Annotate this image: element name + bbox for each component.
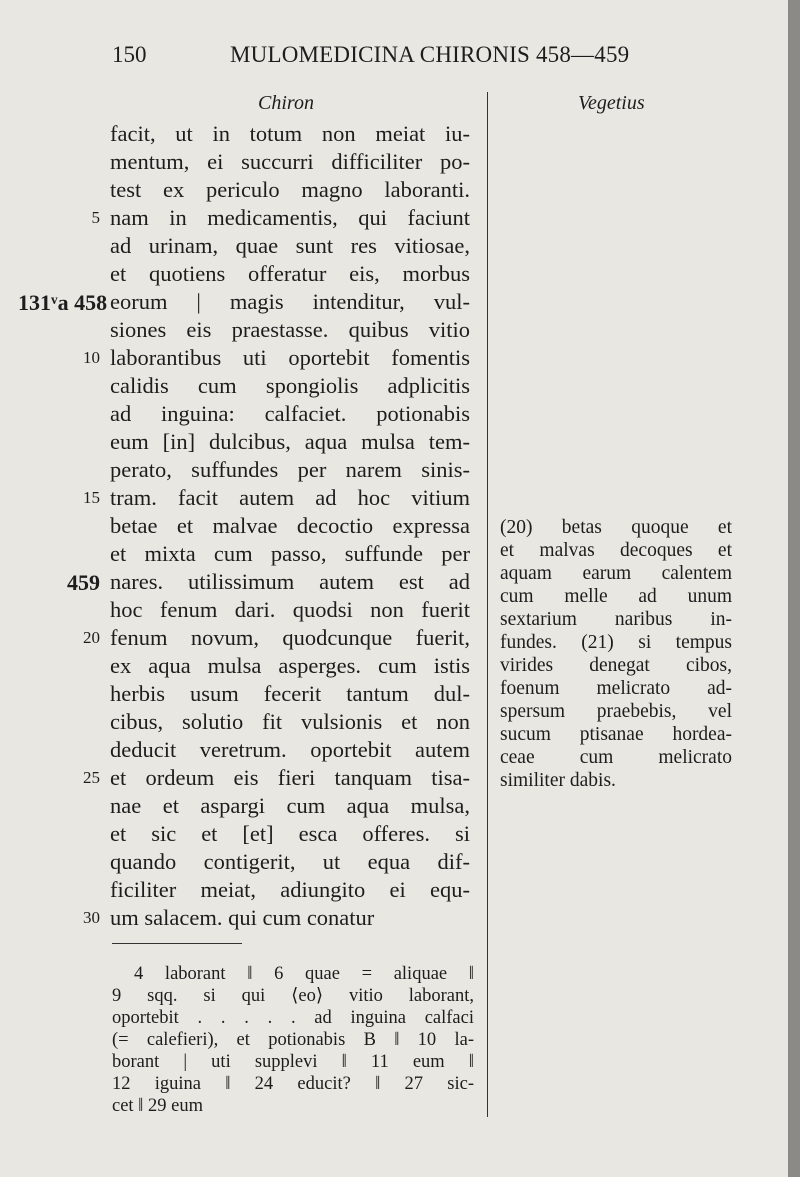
footnote-line: cet ‖ 29 eum <box>112 1096 203 1116</box>
vegetius-line: sextarium naribus in- <box>500 609 732 630</box>
line-number: 25 <box>83 768 100 787</box>
vegetius-line: ceae cum melicrato <box>500 747 732 768</box>
footnote-line: borant | uti supplevi ‖ 11 eum ‖ <box>112 1052 474 1072</box>
text-line: eum [in] dulcibus, aqua mulsa tem- <box>110 429 470 454</box>
text-line: et ordeum eis fieri tanquam tisa- <box>110 765 470 790</box>
line-number <box>60 456 100 484</box>
text-line: et mixta cum passo, suffunde per <box>110 541 470 566</box>
line-number <box>60 708 100 736</box>
line-number <box>60 596 100 624</box>
vegetius-line: foenum melicrato ad- <box>500 678 732 699</box>
line-number <box>60 680 100 708</box>
section-marker-459: 459 <box>67 570 100 595</box>
text-line: tram. facit autem ad hoc vitium <box>110 485 470 510</box>
footnote-line: 4 laborant ‖ 6 quae = aliquae ‖ <box>134 964 474 984</box>
text-line: um salacem. qui cum conatur <box>110 905 375 930</box>
text-line: mentum, ei succurri difficiliter po- <box>110 149 470 174</box>
line-number <box>60 792 100 820</box>
line-number <box>60 512 100 540</box>
vegetius-line: et malvas decoques et <box>500 540 732 561</box>
vegetius-line: (20) betas quoque et <box>500 517 732 538</box>
page-number: 150 <box>112 42 147 67</box>
text-line: ad inguina: calfaciet. potionabis <box>110 401 470 426</box>
text-line: nares. utilissimum autem est ad <box>110 569 470 594</box>
text-line: herbis usum fecerit tantum dul- <box>110 681 470 706</box>
line-number: 10 <box>83 348 100 367</box>
page-edge <box>788 0 800 1177</box>
text-line: cibus, solutio fit vulsionis et non <box>110 709 470 734</box>
vegetius-line: similiter dabis. <box>500 770 616 791</box>
text-line: hoc fenum dari. quodsi non fuerit <box>110 597 470 622</box>
text-line: betae et malvae decoctio expressa <box>110 513 470 538</box>
vegetius-line: spersum praebebis, vel <box>500 701 732 722</box>
text-line: test ex periculo magno laboranti. <box>110 177 470 202</box>
text-line: ficiliter meiat, adiungito ei equ- <box>110 877 470 902</box>
text-line: ex aqua mulsa asperges. cum istis <box>110 653 470 678</box>
text-line: nae et aspargi cum aqua mulsa, <box>110 793 470 818</box>
text-line: nam in medicamentis, qui faciunt <box>110 205 470 230</box>
line-number: 15 <box>83 488 100 507</box>
footnote-line: oportebit . . . . . ad inguina calfaci <box>112 1008 474 1028</box>
chiron-heading: Chiron <box>258 92 314 114</box>
footnote-rule <box>112 943 242 944</box>
line-number <box>60 372 100 400</box>
running-header <box>112 42 652 76</box>
line-number <box>60 820 100 848</box>
line-number <box>60 568 100 596</box>
line-number <box>60 120 100 148</box>
text-line: facit, ut in totum non meiat iu- <box>110 121 470 146</box>
line-number: 30 <box>83 908 100 927</box>
text-line: perato, suffundes per narem sinis- <box>110 457 470 482</box>
text-line: siones eis praestasse. quibus vitio <box>110 317 470 342</box>
vegetius-heading: Vegetius <box>578 92 645 114</box>
text-line: et quotiens offeratur eis, morbus <box>110 261 470 286</box>
line-number <box>60 540 100 568</box>
vegetius-line: sucum ptisanae hordea- <box>500 724 732 745</box>
text-line: ad urinam, quae sunt res vitiosae, <box>110 233 470 258</box>
text-line: deducit veretrum. oportebit autem <box>110 737 470 762</box>
line-number <box>60 848 100 876</box>
text-line: calidis cum spongiolis adplicitis <box>110 373 470 398</box>
footnotes <box>112 963 474 1117</box>
line-number <box>60 428 100 456</box>
line-number: 5 <box>91 208 100 227</box>
footnote-line: 9 sqq. si qui ⟨eo⟩ vitio laborant, <box>112 986 474 1006</box>
text-line: fenum novum, quodcunque fuerit, <box>110 625 470 650</box>
line-number <box>60 288 100 316</box>
line-number <box>60 652 100 680</box>
running-title: MULOMEDICINA CHIRONIS 458—459 <box>230 42 630 67</box>
footnote-line: 12 iguina ‖ 24 educit? ‖ 27 sic- <box>112 1074 474 1094</box>
text-line: laborantibus uti oportebit fomentis <box>110 345 470 370</box>
text-line: eorum | magis intenditur, vul- <box>110 289 470 314</box>
line-number <box>60 876 100 904</box>
text-line: quando contigerit, ut equa dif- <box>110 849 470 874</box>
footnote-line: (= calefieri), et potionabis B ‖ 10 la- <box>112 1030 474 1050</box>
text-line: et sic et [et] esca offeres. si <box>110 821 470 846</box>
column-divider <box>487 92 488 1117</box>
vegetius-line: fundes. (21) si tempus <box>500 632 732 653</box>
line-number <box>60 232 100 260</box>
line-number <box>60 148 100 176</box>
line-number <box>60 400 100 428</box>
vegetius-line: aquam earum calentem <box>500 563 732 584</box>
line-number <box>60 176 100 204</box>
line-number: 20 <box>83 628 100 647</box>
line-number <box>60 316 100 344</box>
line-number <box>60 260 100 288</box>
vegetius-line: cum melle ad unum <box>500 586 732 607</box>
vegetius-text <box>500 516 732 792</box>
line-number <box>60 736 100 764</box>
vegetius-line: virides denegat cibos, <box>500 655 732 676</box>
folio-marker: 131ᵛa 458 <box>18 290 108 315</box>
